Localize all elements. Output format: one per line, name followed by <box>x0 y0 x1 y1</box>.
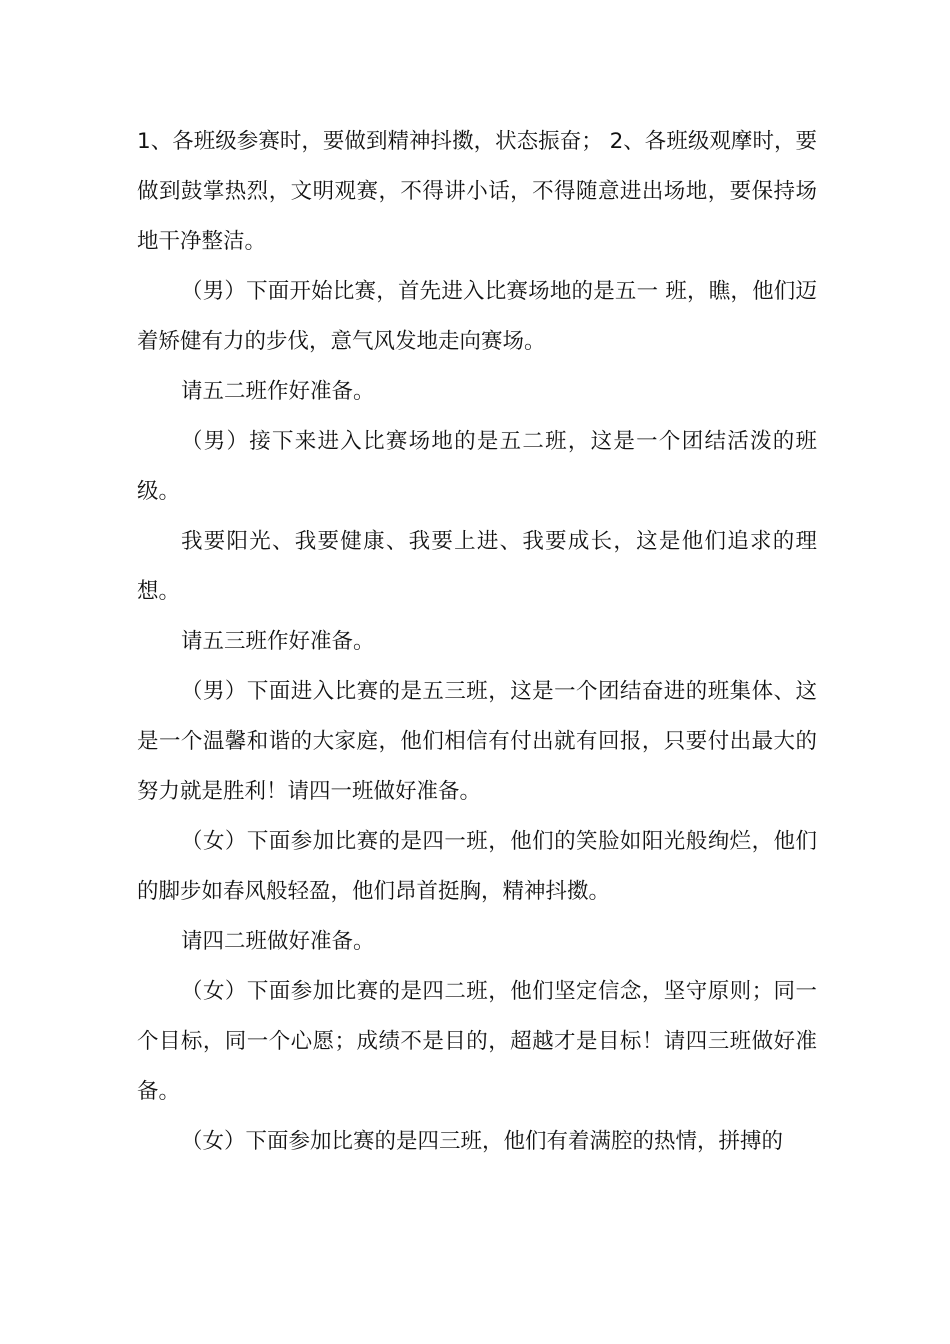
paragraph-class-5-2: （男）接下来进入比赛场地的是五二班，这是一个团结活泼的班级。 <box>137 429 817 504</box>
paragraph-class-4-2: （女）下面参加比赛的是四二班，他们坚定信念，坚守原则；同一个目标，同一个心愿；成绩不是目的，超越才是目标！请四三班做好准备。 <box>137 979 817 1104</box>
paragraph-class-4-3: （女）下面参加比赛的是四三班，他们有着满腔的热情，拼搏的 <box>181 1129 784 1154</box>
paragraph-class-4-1: （女）下面参加比赛的是四一班，他们的笑脸如阳光般绚烂，他们的脚步如春风般轻盈，他们昂首挺胸，精神抖擞。 <box>137 829 817 904</box>
paragraph-class-5-3: （男）下面进入比赛的是五三班，这是一个团结奋进的班集体、这是一个温馨和谐的大家庭，他们相信有付出就有回报，只要付出最大的努力就是胜利！请四一班做好准备。 <box>137 679 817 804</box>
paragraph-ideal: 我要阳光、我要健康、我要上进、我要成长，这是他们追求的理想。 <box>137 529 817 604</box>
document-page <box>137 117 817 1167</box>
paragraph-class-5-1: （男）下面开始比赛，首先进入比赛场地的是五一 班，瞧，他们迈着矫健有力的步伐，意气风发地走向赛场。 <box>137 279 817 354</box>
paragraph-prepare-5-2: 请五二班作好准备。 <box>181 379 375 404</box>
paragraph-prepare-4-2: 请四二班做好准备。 <box>181 929 375 954</box>
paragraph-rules: 1、各班级参赛时，要做到精神抖擞，状态振奋； 2、各班级观摩时，要做到鼓掌热烈，文明观赛，不得讲小话，不得随意进出场地，要保持场地干净整洁。 <box>137 129 817 254</box>
paragraph-prepare-5-3: 请五三班作好准备。 <box>181 629 375 654</box>
